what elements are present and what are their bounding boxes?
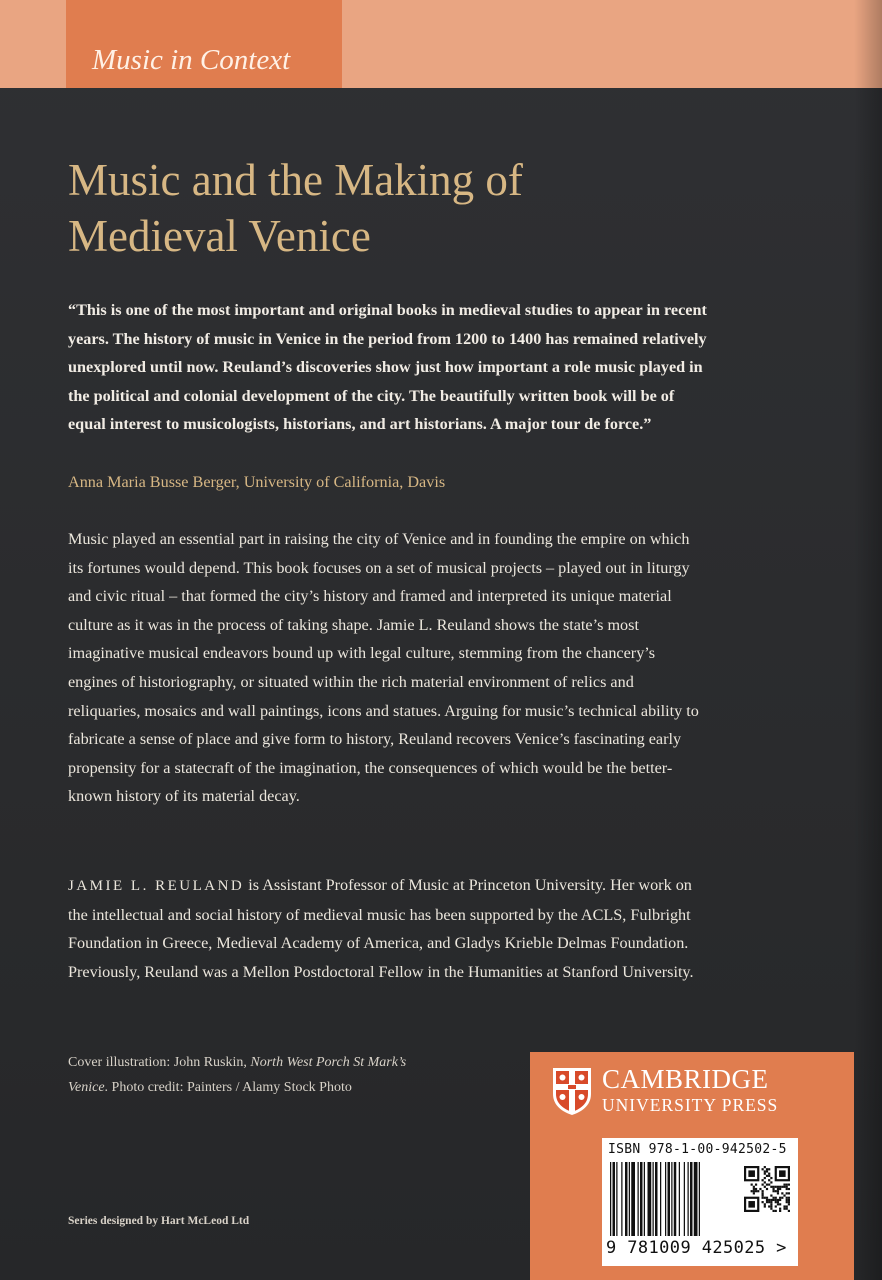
cover-credit-work-line-1: North West Porch St Mark’s	[250, 1055, 407, 1070]
isbn-number: ISBN 978-1-00-942502-5	[608, 1142, 787, 1157]
book-title	[68, 152, 768, 264]
cover-credit-suffix: . Photo credit: Painters / Alamy Stock Photo	[104, 1080, 352, 1095]
barcode-bars-icon	[608, 1162, 738, 1236]
book-title-line-1: Music and the Making of	[68, 155, 523, 205]
series-title: Music in Context	[92, 44, 291, 76]
cover-edge-shadow	[854, 0, 882, 1280]
endorsement-quote: “This is one of the most important and original books in medieval studies to appear in recent years. The history of music in Venice in the period from 1200 to 1400 has remained relatively unexplored until now. Reuland’s discoveries show just how important a role music played in the political and colonial development of the city. The beautifully written book will be of equal interest to musicologists, historians, and art historians. A major tour de force.”	[68, 301, 707, 434]
cover-credit-work-line-2: Venice	[68, 1080, 105, 1095]
book-description: Music played an essential part in raising the city of Venice and in founding the empire on which its fortunes would depend. This book focuses on a set of musical projects – played out in liturgy and civic ritual – that formed the city’s history and framed and interpreted its unique material culture as it was in the process of taking shape. Jamie L. Reuland shows the state’s most imaginative musical endeavors bound up with legal culture, stemming from the chancery’s engines of historiography, or situated within the rich material environment of relics and reliquaries, mosaics and wall paintings, icons and statues. Arguing for music’s technical ability to fabricate a sense of place and give form to history, Reuland recovers Venice’s fascinating early propensity for a statecraft of the imagination, the consequences of which would be the better-known history of its material decay.	[68, 530, 699, 806]
publisher-name: CAMBRIDGE	[602, 1064, 769, 1094]
author-name: JAMIE L. REULAND	[68, 878, 245, 894]
series-designer-credit: Series designed by Hart McLeod Ltd	[68, 1215, 250, 1227]
isbn-barcode	[602, 1138, 798, 1266]
cambridge-crest-icon	[551, 1066, 593, 1116]
author-bio	[68, 871, 708, 986]
endorsement-attribution: Anna Maria Busse Berger, University of California, Davis	[68, 473, 446, 491]
publisher-subtitle: UNIVERSITY PRESS	[602, 1095, 779, 1115]
barcode-digits: 9 781009 425025 >	[606, 1238, 787, 1258]
qr-code-icon	[744, 1166, 790, 1212]
cover-credit-prefix: Cover illustration: John Ruskin,	[68, 1055, 251, 1070]
book-title-line-2: Medieval Venice	[68, 211, 371, 261]
author-bio-text: is Assistant Professor of Music at Princeton University. Her work on the intellectual and social history of medieval music has been supported by the ACLS, Fulbright Foundation in Greece, Medieval Academy of America, and Gladys Krieble Delmas Foundation. Previously, Reuland was a Mellon Postdoctoral Fellow in the Humanities at Stanford University.	[68, 876, 694, 981]
cover-credit	[68, 1050, 488, 1100]
publisher-block	[530, 1052, 854, 1280]
